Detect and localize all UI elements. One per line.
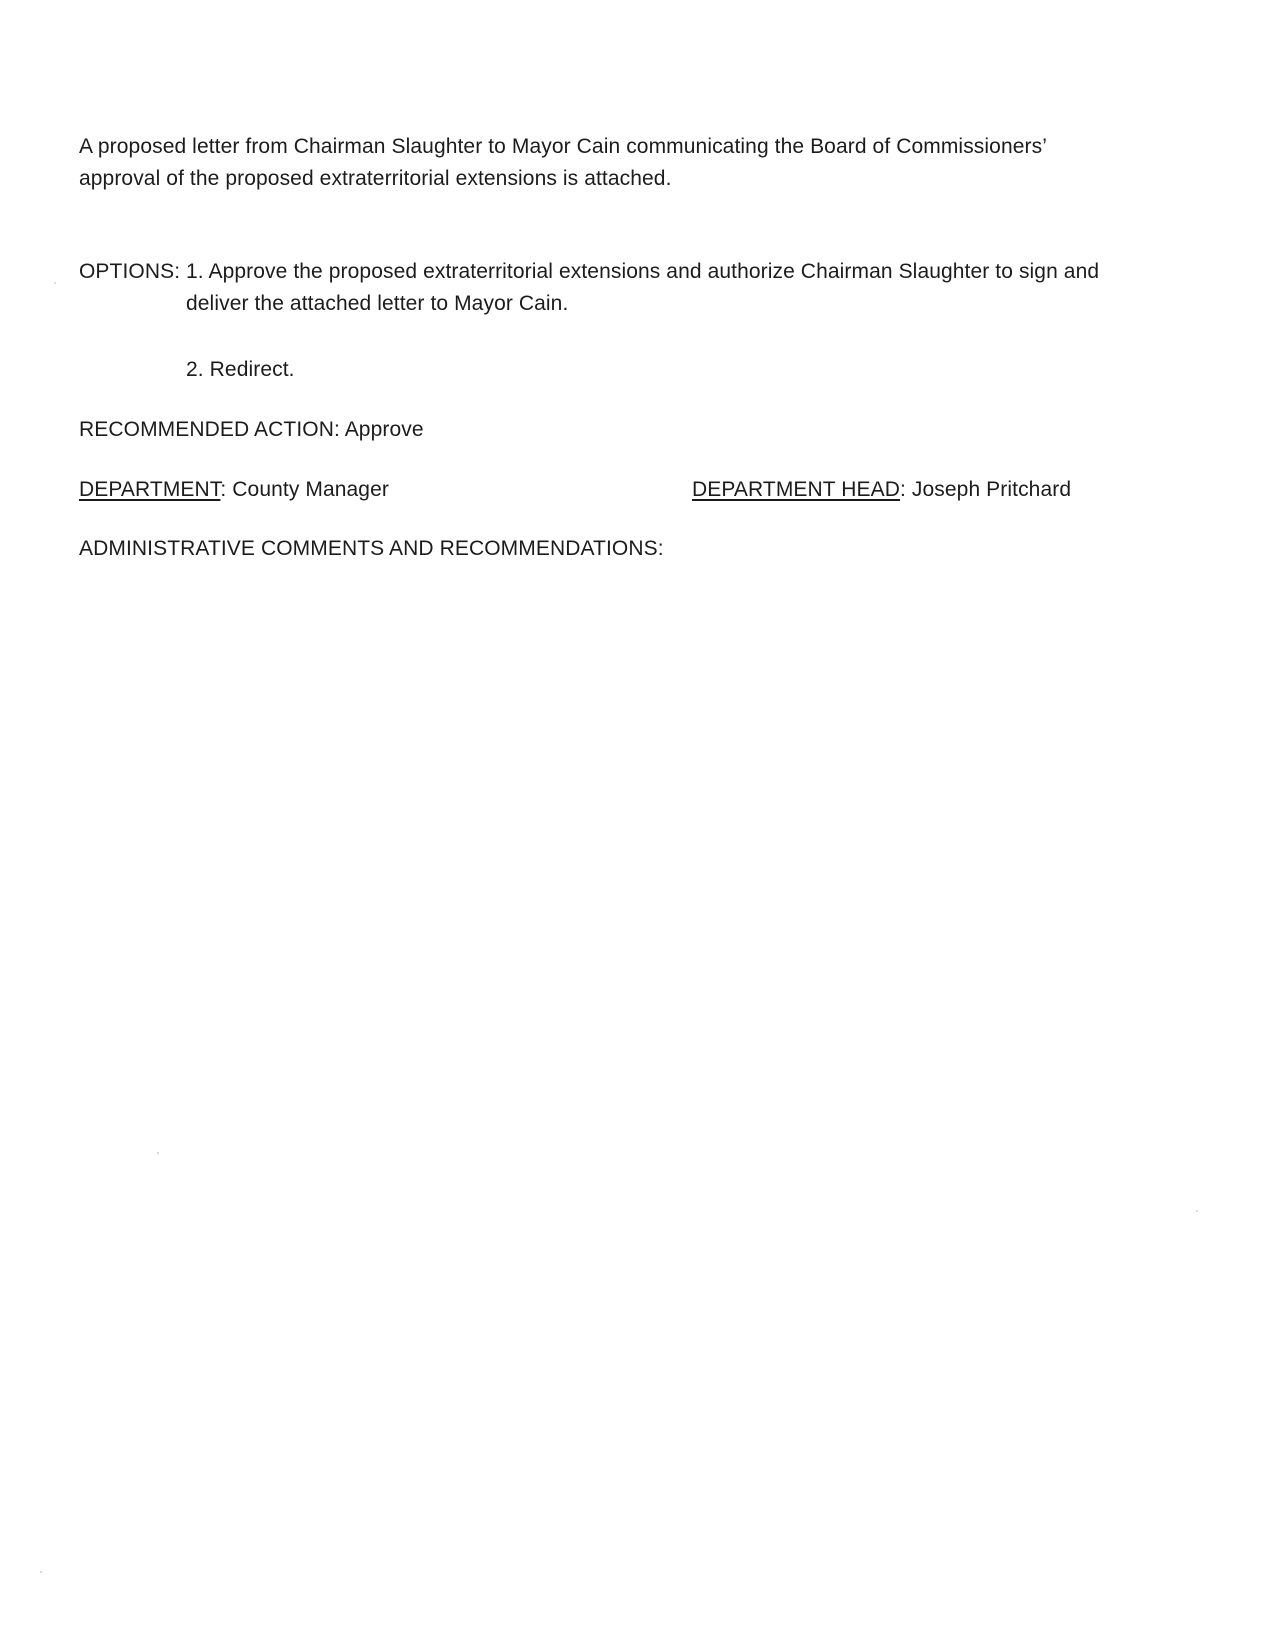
department-head: DEPARTMENT HEAD: Joseph Pritchard xyxy=(692,478,1072,501)
recommended-action xyxy=(79,414,424,446)
option-1-line-2: deliver the attached letter to Mayor Cain. xyxy=(186,292,569,315)
department-label: DEPARTMENT xyxy=(79,478,221,501)
scan-speck xyxy=(54,282,56,284)
recommended-action-label: RECOMMENDED ACTION: xyxy=(79,418,340,441)
options-label: OPTIONS: xyxy=(79,260,181,283)
intro-line-2: approval of the proposed extraterritorial extensions is attached. xyxy=(79,167,672,190)
department: DEPARTMENT: County Manager xyxy=(79,478,389,501)
option-2: 2. Redirect. xyxy=(186,358,295,381)
scan-speck xyxy=(40,1571,42,1573)
department-head-label: DEPARTMENT HEAD xyxy=(692,478,901,501)
option-1 xyxy=(186,256,1186,320)
scan-speck xyxy=(157,1152,159,1154)
department-head-value: Joseph Pritchard xyxy=(911,478,1072,501)
recommended-action-value: Approve xyxy=(344,418,424,441)
scan-speck xyxy=(1196,1210,1198,1212)
department-value: County Manager xyxy=(232,478,389,501)
option-1-line-1: 1. Approve the proposed extraterritorial extensions and authorize Chairman Slaughter to sign and xyxy=(186,260,1100,283)
administrative-comments-label: ADMINISTRATIVE COMMENTS AND RECOMMENDATIONS: xyxy=(79,537,664,560)
intro-paragraph xyxy=(79,131,1199,195)
intro-line-1: A proposed letter from Chairman Slaughter to Mayor Cain communicating the Board of Commissioners’ xyxy=(79,135,1047,158)
